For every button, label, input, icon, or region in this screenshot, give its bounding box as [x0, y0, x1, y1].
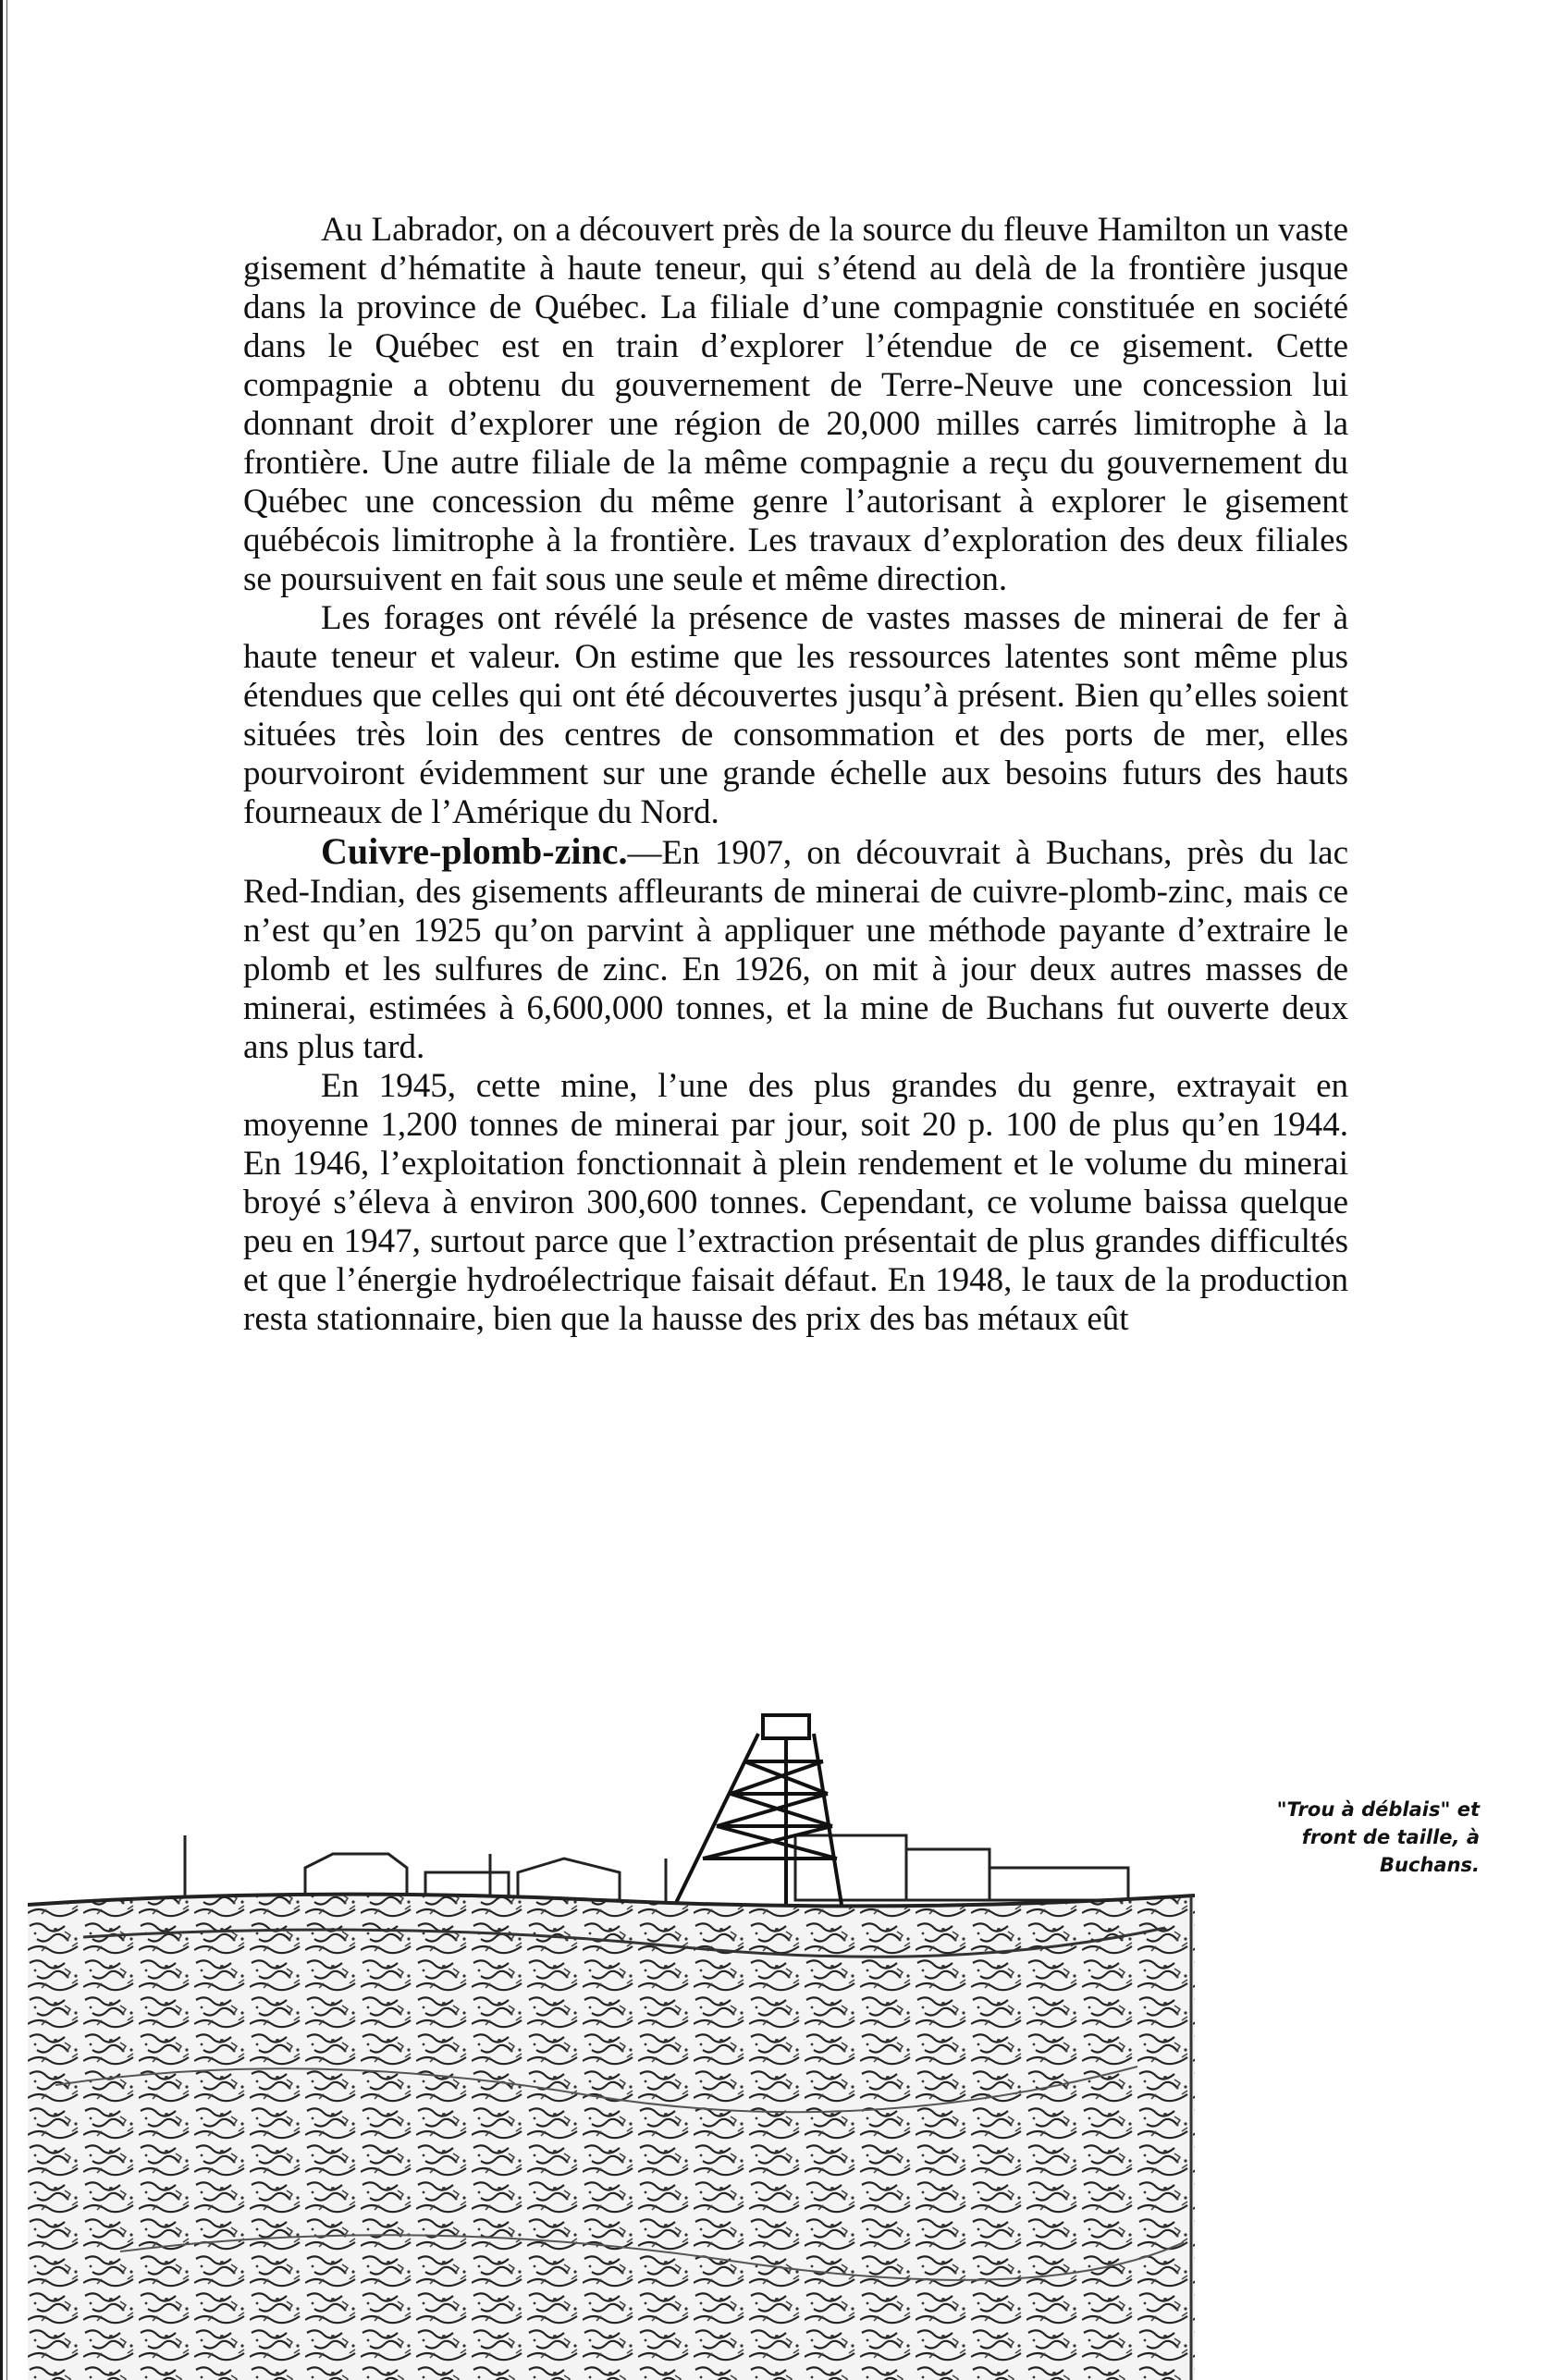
article-text [243, 211, 1348, 1339]
section-heading: Cuivre-plomb-zinc. [321, 830, 628, 872]
caption-line-1: "Trou à déblais" et [1276, 1798, 1480, 1821]
paragraph-1945: En 1945, cette mine, l’une des plus grandes du genre, extrayait en moyenne 1,200 tonnes de minerai par jour, soit 20 p. 100 de plus qu’en 1944. En 1946, l’exploitation fonctionnait à plein rendement et le volume du minerai broyé s’éleva à environ 300,600 tonnes. Cependant, ce volume baissa quelque peu en 1947, surtout parce que l’extraction présentait de plus grandes difficultés et que l’énergie hydroélectrique faisait défaut. En 1948, le taux de la production resta stationnaire, bien que la hausse des prix des bas métaux eût [243, 1067, 1348, 1338]
caption-line-3: Buchans. [1380, 1854, 1480, 1876]
paragraph-forages: Les forages ont révélé la présence de vastes masses de minerai de fer à haute teneur et valeur. On estime que les ressources latentes sont même plus étendues que celles qui ont été découvertes jusqu’à présent. Bien qu’elles soient situées très loin des centres de consommation et des ports de mer, elles pourvoiront évidemment sur une grande échelle aux besoins futurs des hauts fourneaux de l’Amérique du Nord. [243, 599, 1348, 831]
photo-caption [1202, 1796, 1480, 1879]
paragraph-cuivre [243, 832, 1348, 1067]
paragraph-cuivre-text: —En 1907, on découvrait à Buchans, près du lac Red-Indian, des gisements affleurants de minerai de cuivre-plomb-zinc, mais ce n’est qu’en 1925 qu’on parvint à appliquer une méthode payante d’extraire le plomb et les sulfures de zinc. En 1926, on mit à jour deux autres masses de minerai, estimées à 6,600,000 tonnes, et la mine de Buchans fut ouverte deux ans plus tard. [243, 834, 1348, 1066]
paragraph-labrador: Au Labrador, on a découvert près de la source du fleuve Hamilton un vaste gisement d’hématite à haute teneur, qui s’étend au delà de la frontière jusque dans la province de Québec. La filiale d’une compagnie constituée en société dans le Québec est en train d’explorer l’étendue de ce gisement. Cette compagnie a obtenu du gouvernement de Terre-Neuve une concession lui donnant droit d’explorer une région de 20,000 milles carrés limitrophe à la frontière. Une autre filiale de la même compagnie a reçu du gouvernement du Québec une concession du même genre l’autorisant à explorer le gisement québécois limitrophe à la frontière. Les travaux d’exploration des deux filiales se poursuivent en fait sous une seule et même direction. [243, 211, 1348, 598]
page-edge [0, 0, 15, 2380]
mine-photo [28, 1697, 1195, 2380]
caption-line-2: front de taille, à [1301, 1826, 1480, 1848]
